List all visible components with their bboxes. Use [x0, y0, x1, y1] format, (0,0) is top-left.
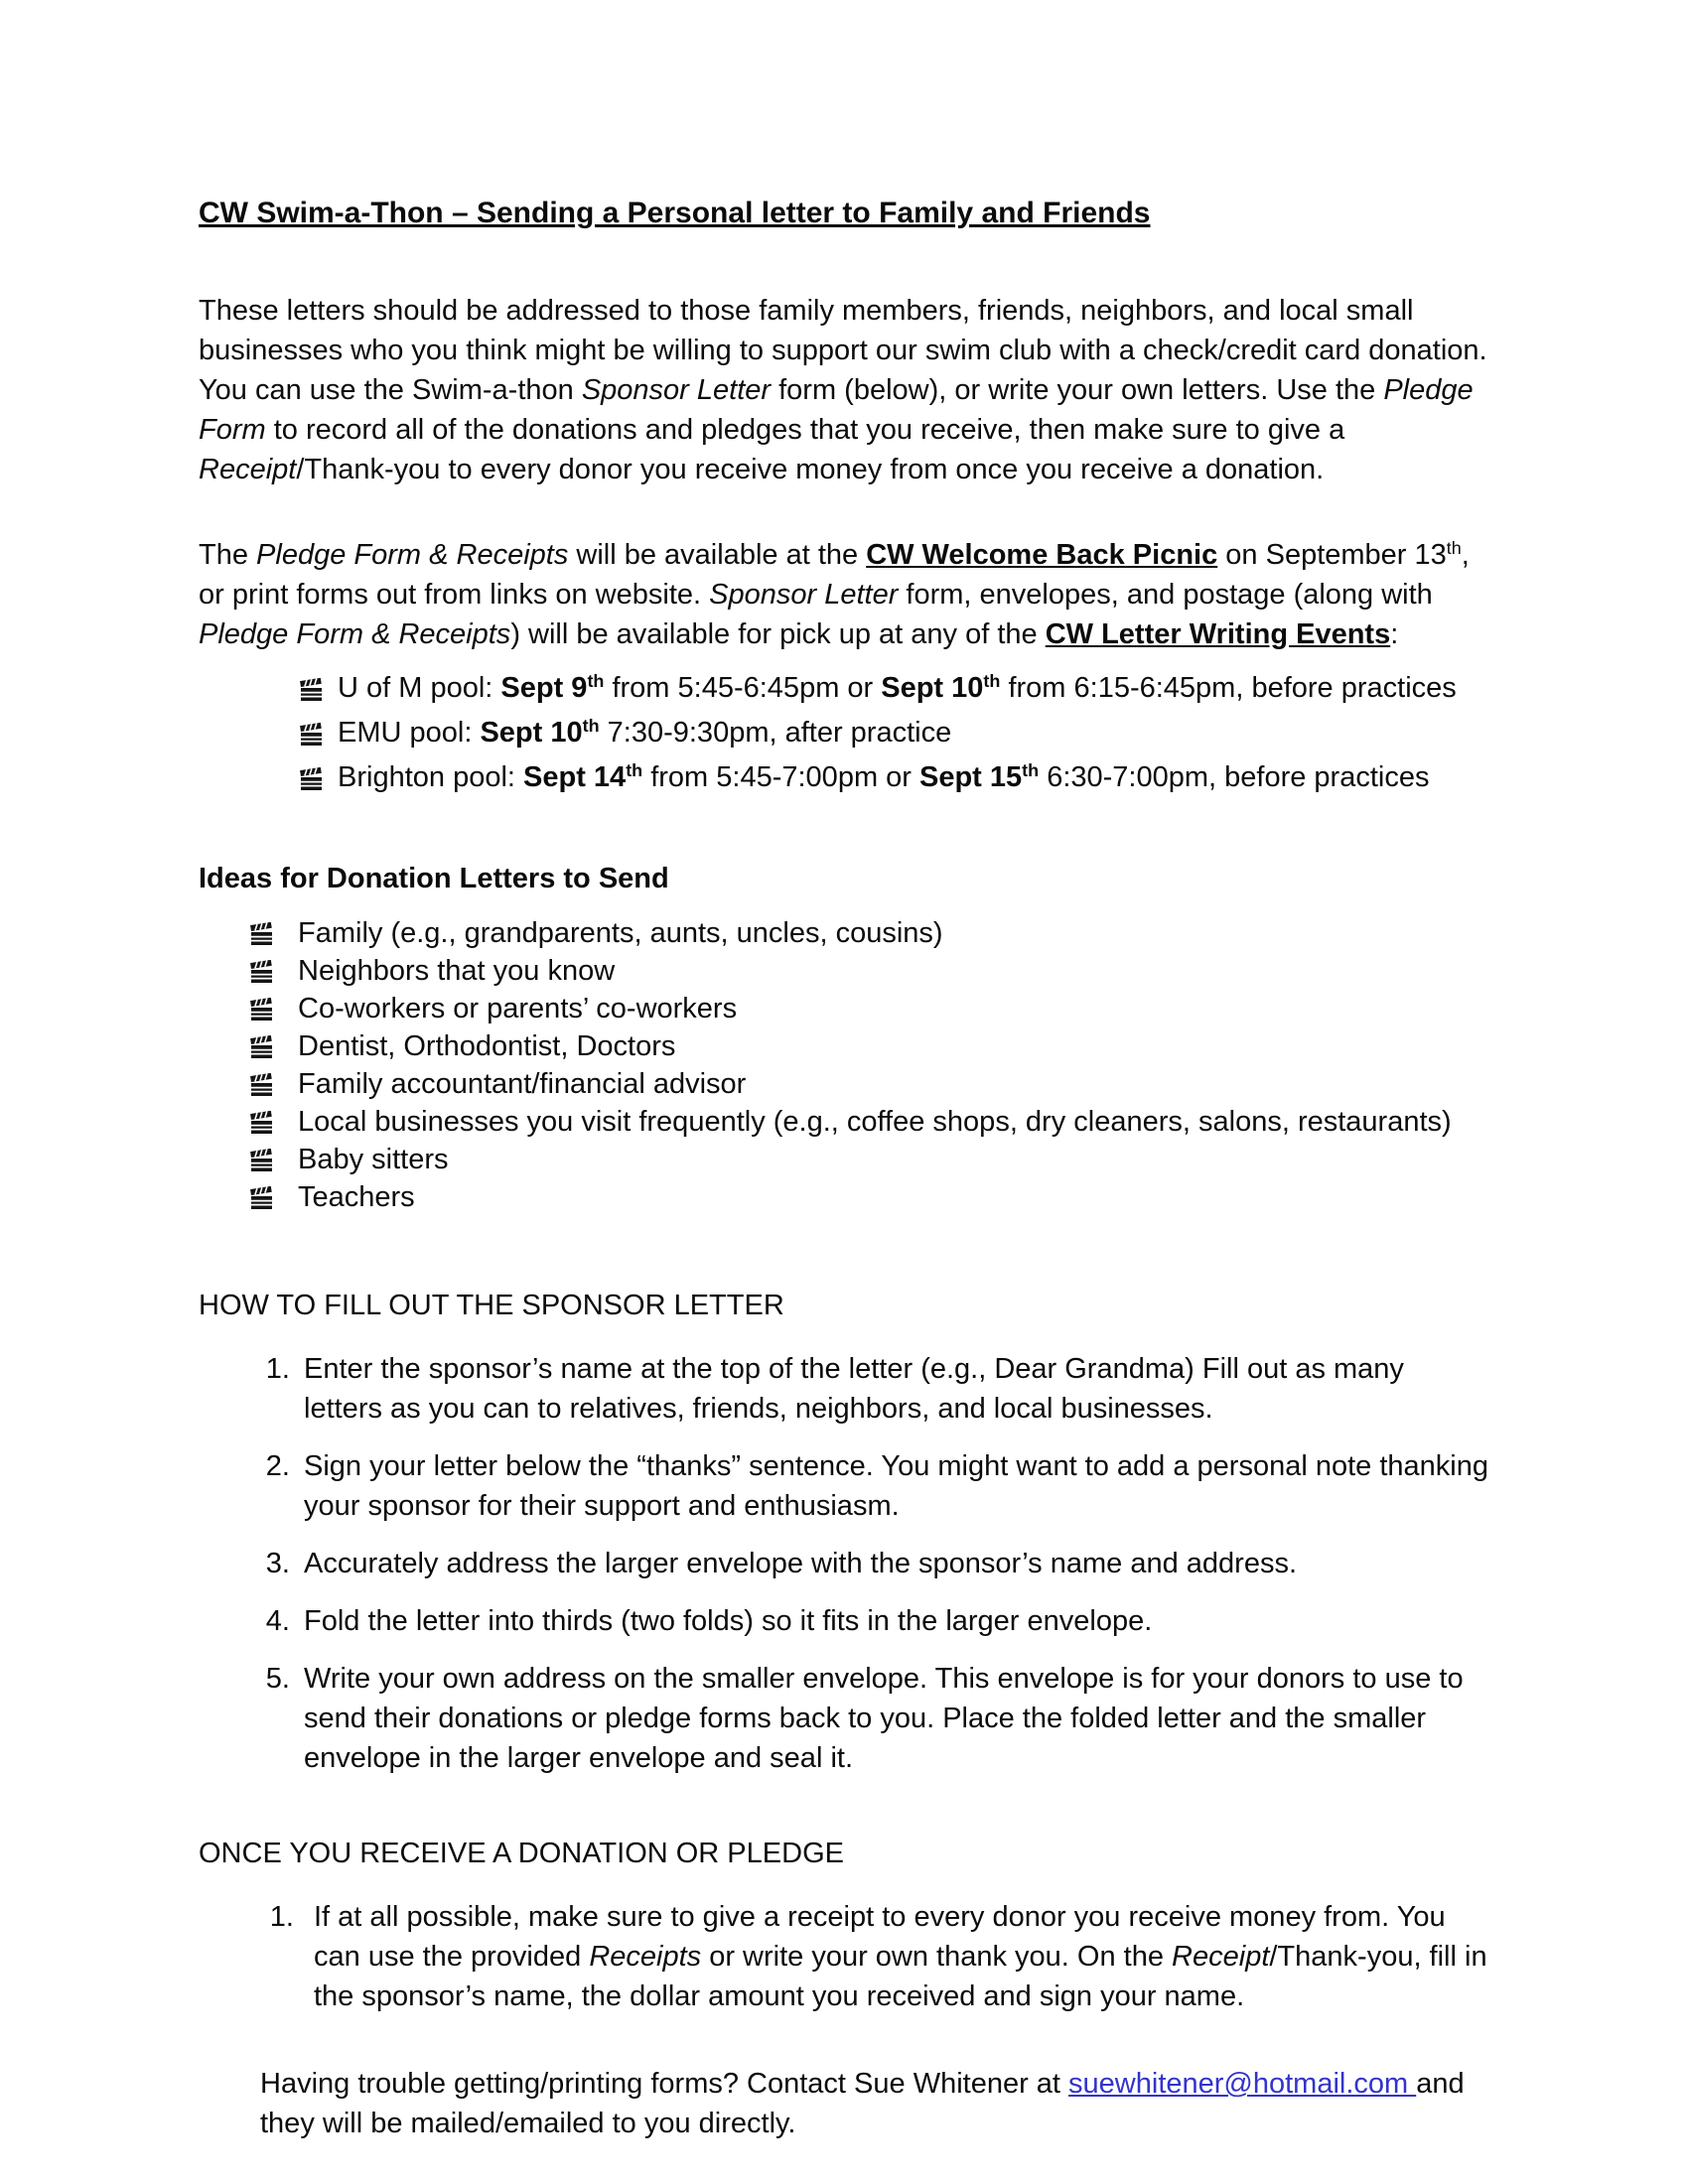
footer-text-post: and they will be mailed/emailed to you directly. — [260, 2068, 1465, 2139]
intro-paragraph: These letters should be addressed to those family members, friends, neighbors, and local small businesses who you think might be willing to support our swim club with a check/credit card donation. You can use the Swim-a-thon Sponsor Letter form (below), or write your own letters. Use the Pledge Form to record all of the donations and pledges that you receive, then make sure to give a Receipt/Thank-you to every donor you receive money from once you receive a donation. — [199, 295, 1487, 485]
clapperboard-icon — [248, 1071, 275, 1097]
once-received-heading: ONCE YOU RECEIVE A DONATION OR PLEDGE — [199, 1838, 844, 1869]
clapperboard-icon — [248, 1184, 275, 1210]
list-item — [199, 757, 1489, 797]
clapperboard-icon — [248, 996, 275, 1022]
footer-note — [260, 2064, 1489, 2143]
once-received-steps-list — [199, 1897, 1489, 2016]
how-to-steps-list — [199, 1349, 1489, 1778]
idea-text: Co-workers or parents’ co-workers — [298, 993, 738, 1024]
list-item — [298, 1446, 1489, 1526]
event-text: Brighton pool: Sept 14th from 5:45-7:00pm or Sept 15th 6:30-7:00pm, before practices — [338, 760, 1430, 793]
idea-text: Family (e.g., grandparents, aunts, uncles, cousins) — [298, 917, 943, 949]
list-item — [199, 952, 1489, 990]
clapperboard-icon — [248, 1147, 275, 1172]
list-item — [302, 1897, 1489, 2016]
step-text: Fold the letter into thirds (two folds) so it fits in the larger envelope. — [304, 1605, 1153, 1637]
event-text: EMU pool: Sept 10th 7:30-9:30pm, after practice — [338, 716, 952, 749]
footer-text-pre: Having trouble getting/printing forms? Contact Sue Whitener at — [260, 2068, 1069, 2100]
idea-text: Dentist, Orthodontist, Doctors — [298, 1030, 676, 1062]
list-item — [199, 1065, 1489, 1103]
letter-writing-events-list — [199, 668, 1489, 797]
idea-text: Local businesses you visit frequently (e.g., coffee shops, dry cleaners, salons, restaurants) — [298, 1106, 1452, 1138]
list-item — [199, 1103, 1489, 1141]
step-text: Accurately address the larger envelope with the sponsor’s name and address. — [304, 1548, 1298, 1579]
idea-text: Family accountant/financial advisor — [298, 1068, 747, 1100]
clapperboard-icon — [298, 675, 325, 701]
list-item — [199, 668, 1489, 708]
step-text: Enter the sponsor’s name at the top of the letter (e.g., Dear Grandma) Fill out as many letters as you can to relatives, friends, neighbors, and local businesses. — [304, 1353, 1404, 1425]
ideas-heading: Ideas for Donation Letters to Send — [199, 863, 669, 894]
list-item — [298, 1659, 1489, 1778]
clapperboard-icon — [298, 764, 325, 790]
clapperboard-icon — [248, 958, 275, 984]
event-text: U of M pool: Sept 9th from 5:45-6:45pm or Sept 10th from 6:15-6:45pm, before practices — [338, 671, 1457, 704]
list-item — [298, 1601, 1489, 1641]
clapperboard-icon — [248, 1033, 275, 1059]
step-text: If at all possible, make sure to give a receipt to every donor you receive money from. You can use the provided Receipts or write your own thank you. On the Receipt/Thank-you, fill in the sponsor’s name, the dollar amount you received and sign your name. — [314, 1901, 1487, 2012]
step-text: Sign your letter below the “thanks” sentence. You might want to add a personal note thanking your sponsor for their support and enthusiasm. — [304, 1450, 1488, 1522]
clapperboard-icon — [248, 920, 275, 946]
how-to-heading: HOW TO FILL OUT THE SPONSOR LETTER — [199, 1290, 784, 1321]
idea-text: Neighbors that you know — [298, 955, 616, 987]
email-link[interactable]: suewhitener@hotmail.com — [1068, 2068, 1417, 2100]
list-item — [199, 1178, 1489, 1216]
list-item — [199, 1141, 1489, 1178]
clapperboard-icon — [298, 720, 325, 746]
step-text: Write your own address on the smaller envelope. This envelope is for your donors to use to send their donations or pledge forms back to you. Place the folded letter and the smaller envelope in the larger envelope and seal it. — [304, 1663, 1464, 1774]
idea-text: Teachers — [298, 1181, 415, 1213]
list-item — [199, 713, 1489, 752]
list-item — [199, 990, 1489, 1027]
list-item — [298, 1349, 1489, 1429]
list-item — [199, 1027, 1489, 1065]
idea-text: Baby sitters — [298, 1144, 449, 1175]
availability-paragraph: The Pledge Form & Receipts will be available at the CW Welcome Back Picnic on September 13th, or print forms out from links on website. Sponsor Letter form, envelopes, and postage (along with Pledge Form & Receipts) will be available for pick up at any of the CW Letter Writing Events: — [199, 538, 1470, 650]
clapperboard-icon — [248, 1109, 275, 1135]
document-title: CW Swim-a-Thon – Sending a Personal letter to Family and Friends — [199, 197, 1151, 229]
list-item — [199, 914, 1489, 952]
list-item — [298, 1544, 1489, 1583]
donation-ideas-list — [199, 914, 1489, 1216]
